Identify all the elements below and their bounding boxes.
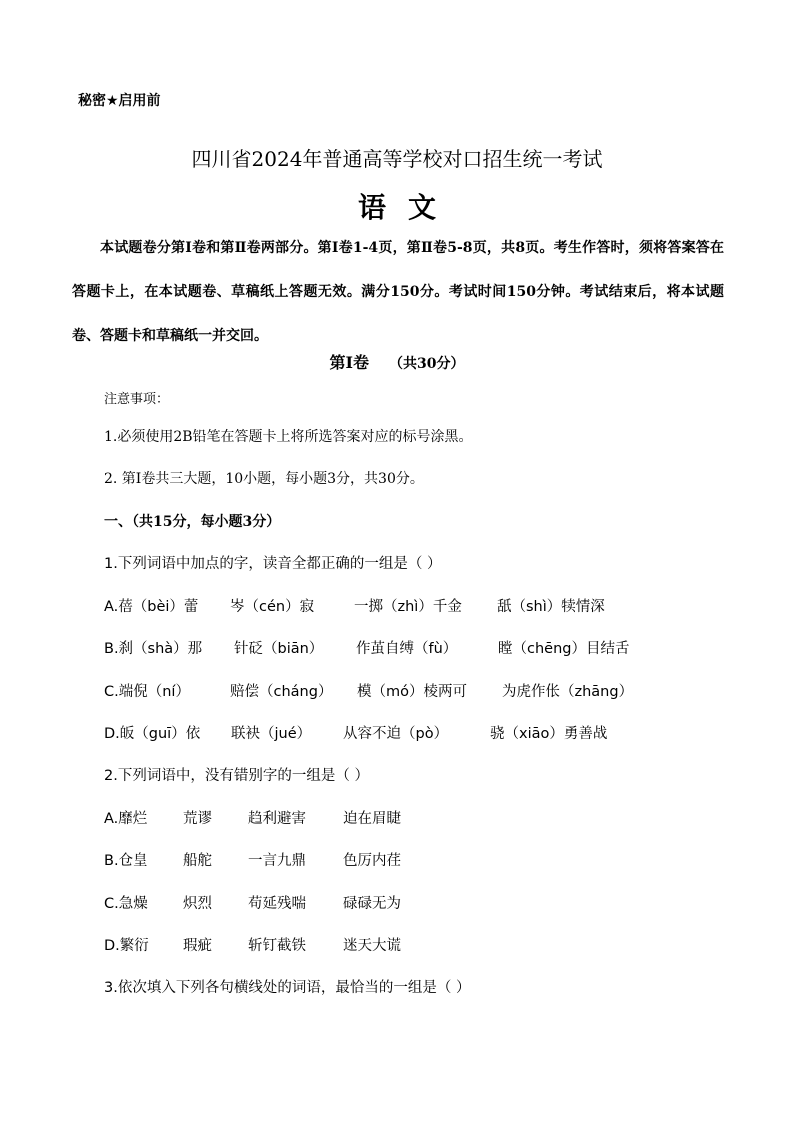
option-term: 瞠（chēng）目结舌 [498,641,630,657]
option-term: C.急燥 [104,896,148,912]
option-term: 炽烈 [183,896,212,912]
option-term: 骁（xiāo）勇善战 [490,726,608,742]
option-term: A.靡烂 [104,811,148,827]
notice-item-1: 1.必须使用2B铅笔在答题卡上将所选答案对应的标号涂黑。 [104,429,473,445]
option-term: 斩钉截铁 [248,938,306,954]
question-stem: 3.依次填入下列各句横线处的词语，最恰当的一组是（ ） [104,980,471,996]
option-term: B.刹（shà）那 [104,641,203,657]
section-points: （共30分） [389,356,465,372]
section-title: 第Ⅰ卷 [329,353,369,372]
option-term: 船舵 [183,853,212,869]
option-term: D.皈（guī）依 [104,726,201,742]
option-term: 苟延残喘 [248,896,306,912]
notice-heading: 注意事项： [104,392,170,407]
option-term: 为虎作伥（zhāng） [502,684,634,700]
confidential-label: 秘密★启用前 [78,93,161,109]
option-term: 碌碌无为 [343,896,401,912]
exam-instructions: 本试题卷分第Ⅰ卷和第Ⅱ卷两部分。第Ⅰ卷1-4页，第Ⅱ卷5-8页，共8页。考生作答时，须将答案答在答题卡上，在本试题卷、草稿纸上答题无效。满分150分。考试时间150分钟。考试结束后，将本试题卷、答题卡和草稿纸一并交回。 [72,240,724,344]
option-term: 模（mó）棱两可 [357,684,467,700]
option-term: C.端倪（ní） [104,684,190,700]
exam-title: 四川省2024年普通高等学校对口招生统一考试 [191,147,603,171]
option-term: A.蓓（bèi）蕾 [104,599,199,615]
option-term: 荒谬 [183,811,212,827]
option-term: 从容不迫（pò） [343,726,449,742]
notice-item-2: 2. 第Ⅰ卷共三大题，10小题，每小题3分，共30分。 [104,471,424,487]
option-term: 针砭（biān） [234,641,324,657]
option-term: 趋利避害 [248,811,306,827]
option-term: 一言九鼎 [248,853,306,869]
part-heading: 一、（共15分，每小题3分） [104,514,281,530]
option-term: 迫在眉睫 [343,811,401,827]
subject-title: 语文 [357,191,458,224]
option-term: 瑕疵 [183,938,212,954]
option-term: B.仓皇 [104,853,148,869]
section-heading [0,350,794,373]
option-term: 一掷（zhì）千金 [354,599,462,615]
option-term: 联袂（jué） [231,726,312,742]
option-term: 色厉内荏 [343,853,401,869]
option-term: 赔偿（cháng） [230,684,333,700]
option-term: 作茧自缚（fù） [356,641,458,657]
question-stem: 2.下列词语中，没有错别字的一组是（ ） [104,768,369,784]
option-term: 岑（cén）寂 [230,599,315,615]
option-term: 迷天大谎 [343,938,401,954]
option-term: 舐（shì）犊情深 [497,599,605,615]
option-term: D.繁衍 [104,938,149,954]
question-stem: 1.下列词语中加点的字，读音全都正确的一组是（ ） [104,556,442,572]
